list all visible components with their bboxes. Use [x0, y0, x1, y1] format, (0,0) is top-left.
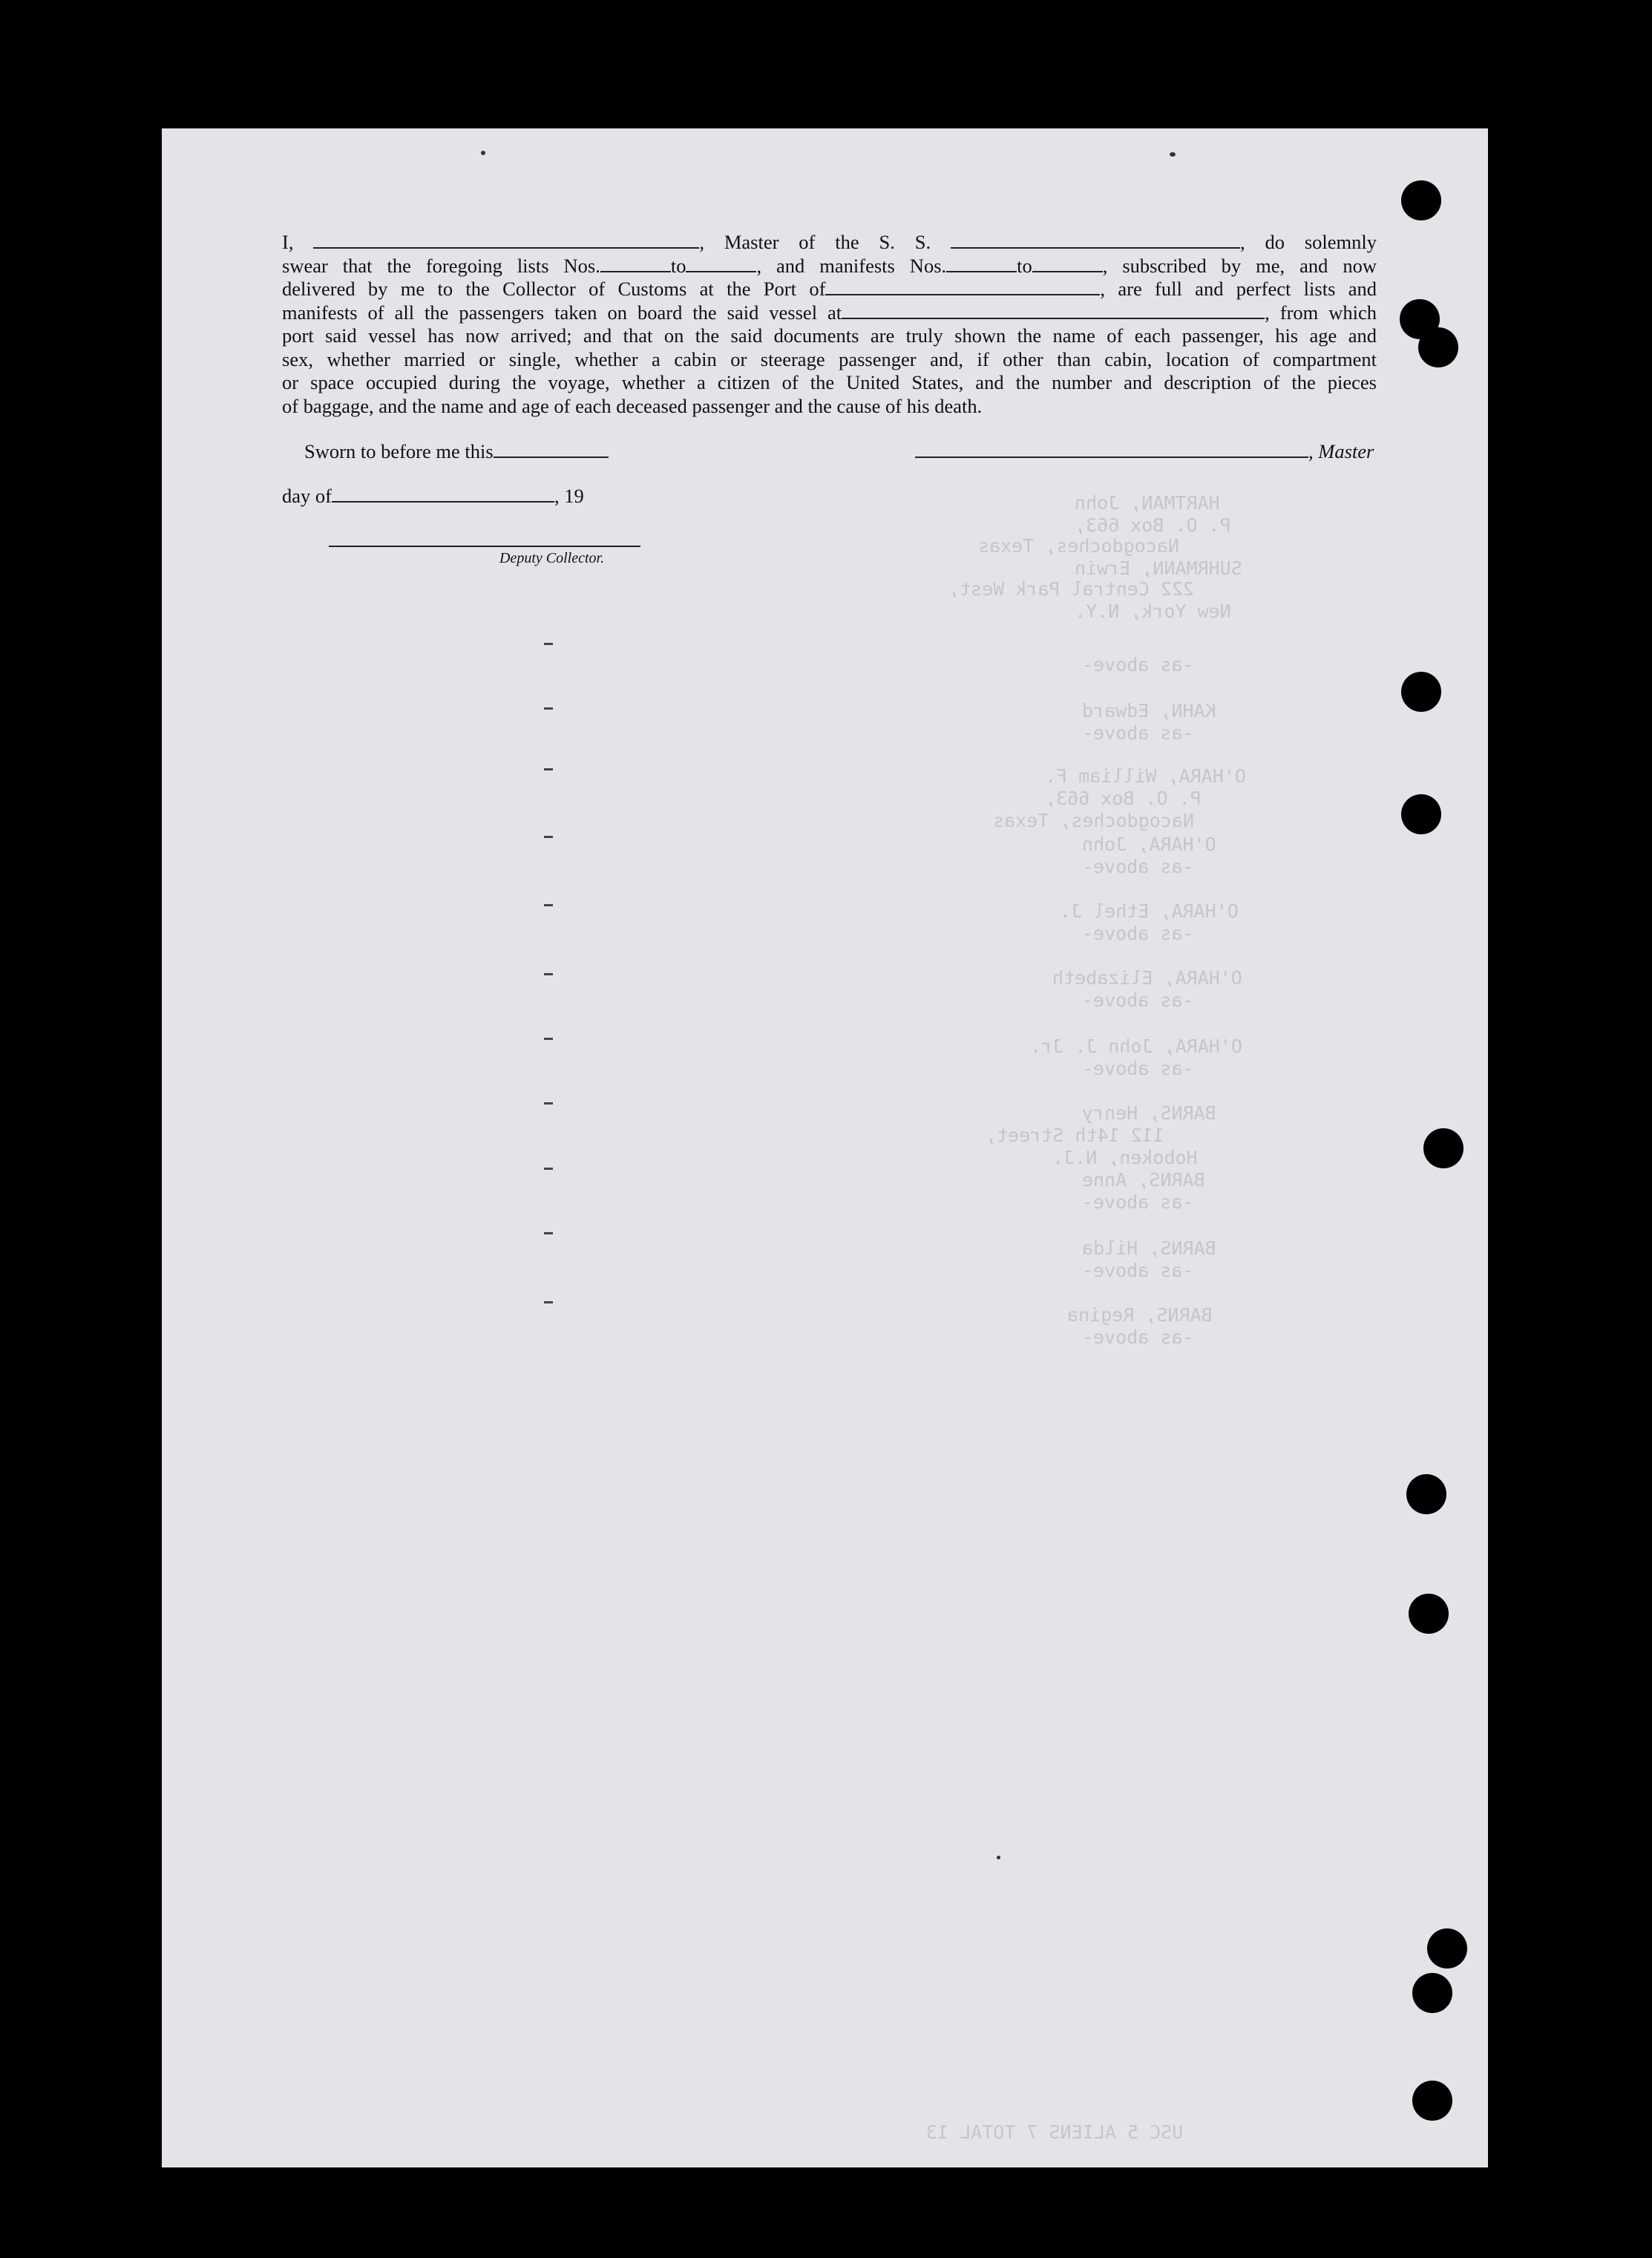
manifests-from-field[interactable] — [946, 256, 1017, 272]
bleedthrough-text: O'HARA, William F. — [1045, 765, 1246, 787]
entry-dash — [544, 904, 553, 906]
bleedthrough-text: O'HARA, Ethel J. — [1060, 900, 1239, 922]
bleedthrough-text: -as above- — [1082, 1260, 1194, 1281]
entry-dash — [544, 643, 553, 645]
punch-hole — [1423, 1128, 1463, 1168]
bleedthrough-text: O'HARA, Elizabeth — [1052, 967, 1242, 989]
bleedthrough-text: BARNS, Regina — [1067, 1304, 1213, 1326]
lists-from-field[interactable] — [600, 256, 671, 272]
master-signature-field[interactable] — [915, 442, 1308, 458]
manifest-page — [162, 128, 1488, 2167]
bleedthrough-text: -as above- — [1082, 654, 1194, 675]
deputy-collector-label: Deputy Collector. — [499, 550, 605, 566]
entry-dash — [544, 1168, 553, 1170]
bleedthrough-text: O'HARA, John J. Jr. — [1030, 1035, 1242, 1057]
entry-dash — [544, 1301, 553, 1303]
master-signature-line: , Master — [915, 440, 1374, 463]
punch-hole — [1418, 327, 1458, 367]
bleedthrough-text: New York, N.Y. — [1075, 601, 1231, 622]
bleedthrough-text: BARNS, Hilda — [1082, 1237, 1216, 1259]
entry-dash — [544, 1038, 553, 1040]
bleedthrough-text: P. O. Box 663, — [1045, 788, 1202, 809]
oath-line-8: of baggage, and the name and age of each deceased passenger and the cause of his death. — [282, 394, 983, 417]
sworn-day-field[interactable] — [494, 442, 609, 458]
entry-dash — [544, 1102, 553, 1105]
port-field[interactable] — [825, 279, 1100, 295]
manifests-to-field[interactable] — [1032, 256, 1103, 272]
entry-dash — [544, 973, 553, 975]
bleedthrough-text: -as above- — [1082, 989, 1194, 1011]
oath-line-6: sex, whether married or single, whether a cabin or steerage passenger and, if other than cabin, location of compartment — [282, 347, 1377, 370]
bleedthrough-text: SUHRMANN, Erwin — [1075, 557, 1242, 579]
bleedthrough-text: -as above- — [1082, 1058, 1194, 1079]
entry-dash — [544, 836, 553, 838]
entry-dash — [544, 1232, 553, 1234]
punch-hole — [1412, 1973, 1452, 2013]
punch-hole — [1401, 180, 1441, 220]
entry-dash — [544, 707, 553, 710]
bleedthrough-text: O'HARA, John — [1082, 834, 1216, 855]
bleedthrough-text: -as above- — [1082, 923, 1194, 944]
punch-hole — [1406, 1474, 1446, 1514]
bleedthrough-text: KAHN, Edward — [1082, 700, 1216, 721]
master-oath — [282, 231, 1377, 418]
speck — [481, 151, 485, 155]
bleedthrough-text: Nacogdoches, Texas — [993, 810, 1194, 831]
punch-hole — [1409, 1594, 1449, 1634]
oath-line-1: I, , Master of the S. S. , do solemnly — [282, 231, 1377, 253]
punch-hole — [1427, 1928, 1467, 1969]
oath-line-3: delivered by me to the Collector of Customs at the Port of , are full and perfect lists and — [282, 278, 1377, 300]
punch-hole — [1412, 2081, 1452, 2121]
punch-hole — [1401, 672, 1441, 712]
bleedthrough-footer: USC 5 ALIENS 7 TOTAL 13 — [926, 2121, 1184, 2143]
bleedthrough-text: BARNS, Anne — [1082, 1169, 1205, 1191]
bleedthrough-text: P. O. Box 663, — [1075, 514, 1231, 536]
oath-line-5: port said vessel has now arrived; and that on the said documents are truly shown the name of each passenger, his age and — [282, 324, 1377, 347]
bleedthrough-text: -as above- — [1082, 1191, 1194, 1213]
bleedthrough-text: Nacogdoches, Texas — [978, 535, 1179, 557]
bleedthrough-text: -as above- — [1082, 856, 1194, 877]
speck — [997, 1856, 1000, 1859]
bleedthrough-text: HARTMAN, John — [1075, 492, 1220, 514]
bleedthrough-text: BARNS, Henry — [1082, 1102, 1216, 1124]
bleedthrough-text: 222 Central Park West, — [948, 578, 1195, 600]
master-name-field[interactable] — [313, 232, 699, 249]
month-field[interactable] — [332, 486, 554, 503]
bleedthrough-text: -as above- — [1082, 1326, 1194, 1348]
oath-line-2: swear that the foregoing lists Nos. to , and manifests Nos. to , subscribed by me, and now — [282, 254, 1377, 277]
sworn-line: Sworn to before me this — [304, 440, 609, 463]
oath-line-7: or space occupied during the voyage, whether a citizen of the United States, and the number and description of the pieces — [282, 371, 1377, 393]
deputy-signature-rule[interactable] — [329, 546, 640, 547]
day-of-line: day of , 19 — [282, 485, 584, 507]
bleedthrough-text: -as above- — [1082, 722, 1194, 744]
lists-to-field[interactable] — [686, 256, 756, 272]
punch-hole — [1401, 794, 1441, 834]
speck — [1170, 152, 1176, 157]
ship-name-field[interactable] — [951, 232, 1240, 249]
bleedthrough-text: 112 14th Street, — [986, 1125, 1164, 1146]
oath-line-4: manifests of all the passengers taken on board the said vessel at , from which — [282, 301, 1377, 324]
embarkation-port-field[interactable] — [842, 303, 1265, 319]
entry-dash — [544, 768, 553, 770]
bleedthrough-text: Hoboken, N.J. — [1052, 1147, 1198, 1168]
